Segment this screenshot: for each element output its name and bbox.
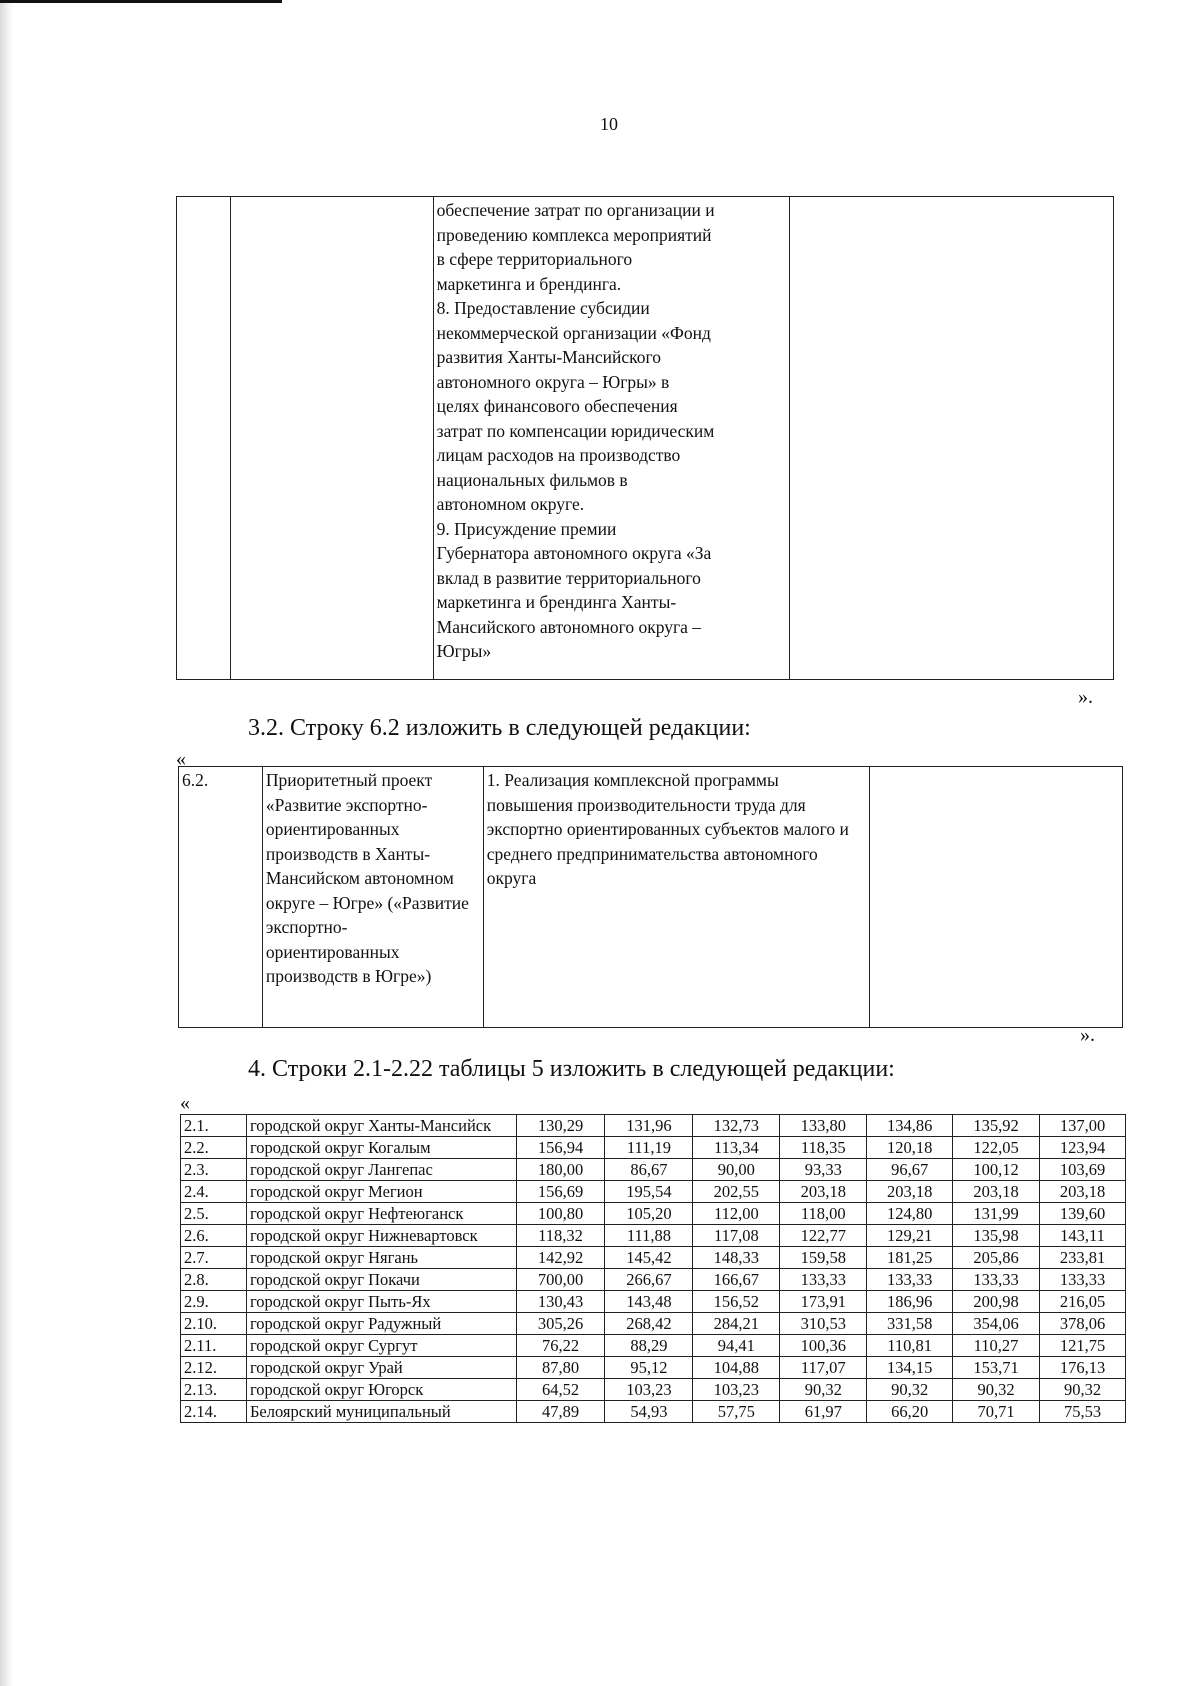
table-row (177, 197, 1114, 680)
value-cell: 131,96 (605, 1115, 693, 1137)
value-cell: 90,00 (693, 1159, 780, 1181)
value-cell: 93,33 (780, 1159, 867, 1181)
table-row (181, 1269, 1126, 1291)
value-cell: 54,93 (605, 1401, 693, 1423)
row-6-2-table (178, 766, 1123, 1028)
municipality-name: городской округ Нижневартовск (246, 1225, 516, 1247)
table-row (181, 1225, 1126, 1247)
top-rule (0, 0, 282, 3)
value-cell: 117,08 (693, 1225, 780, 1247)
value-cell: 90,32 (953, 1379, 1040, 1401)
value-cell: 284,21 (693, 1313, 780, 1335)
municipality-name: городской округ Югорск (246, 1379, 516, 1401)
project-measure: 1. Реализация комплексной программы повышения производительности труда для экспортно ориентированных субъектов малого и среднего предпринимательства автономного округа (483, 767, 870, 1028)
value-cell: 133,33 (780, 1269, 867, 1291)
value-cell: 134,15 (867, 1357, 953, 1379)
row-number: 6.2. (179, 767, 263, 1028)
value-cell: 378,06 (1040, 1313, 1126, 1335)
row-number: 2.9. (181, 1291, 247, 1313)
value-cell: 176,13 (1040, 1357, 1126, 1379)
opening-quote-2: « (176, 748, 186, 770)
row-number: 2.11. (181, 1335, 247, 1357)
value-cell: 103,23 (605, 1379, 693, 1401)
value-cell: 233,81 (1040, 1247, 1126, 1269)
value-cell: 87,80 (516, 1357, 605, 1379)
table-row (181, 1291, 1126, 1313)
value-cell: 111,88 (605, 1225, 693, 1247)
continuation-table (176, 196, 1114, 680)
scan-edge (0, 0, 14, 1686)
value-cell: 133,80 (780, 1115, 867, 1137)
table-row (181, 1379, 1126, 1401)
section-4-heading: 4. Строки 2.1-2.22 таблицы 5 изложить в следующей редакции: (248, 1056, 895, 1082)
value-cell: 103,69 (1040, 1159, 1126, 1181)
value-cell: 105,20 (605, 1203, 693, 1225)
value-cell: 142,92 (516, 1247, 605, 1269)
value-cell: 94,41 (693, 1335, 780, 1357)
value-cell: 88,29 (605, 1335, 693, 1357)
value-cell: 118,00 (780, 1203, 867, 1225)
value-cell: 129,21 (867, 1225, 953, 1247)
municipality-name: городской округ Нефтеюганск (246, 1203, 516, 1225)
municipality-name: городской округ Ханты-Мансийск (246, 1115, 516, 1137)
row-number: 2.5. (181, 1203, 247, 1225)
value-cell: 118,35 (780, 1137, 867, 1159)
value-cell: 130,29 (516, 1115, 605, 1137)
value-cell: 133,33 (867, 1269, 953, 1291)
value-cell: 133,33 (953, 1269, 1040, 1291)
row-number: 2.7. (181, 1247, 247, 1269)
value-cell: 61,97 (780, 1401, 867, 1423)
value-cell: 66,20 (867, 1401, 953, 1423)
value-cell: 95,12 (605, 1357, 693, 1379)
value-cell: 305,26 (516, 1313, 605, 1335)
value-cell: 70,71 (953, 1401, 1040, 1423)
table-row (181, 1313, 1126, 1335)
table-row (181, 1203, 1126, 1225)
closing-quote-1: ». (1078, 686, 1093, 708)
value-cell: 117,07 (780, 1357, 867, 1379)
value-cell: 173,91 (780, 1291, 867, 1313)
value-cell: 122,05 (953, 1137, 1040, 1159)
value-cell: 203,18 (867, 1181, 953, 1203)
value-cell: 156,94 (516, 1137, 605, 1159)
value-cell: 156,52 (693, 1291, 780, 1313)
value-cell: 123,94 (1040, 1137, 1126, 1159)
value-cell: 90,32 (867, 1379, 953, 1401)
table-cell-empty (790, 197, 1114, 680)
municipality-name: городской округ Лангепас (246, 1159, 516, 1181)
value-cell: 180,00 (516, 1159, 605, 1181)
value-cell: 47,89 (516, 1401, 605, 1423)
row-number: 2.2. (181, 1137, 247, 1159)
value-cell: 100,12 (953, 1159, 1040, 1181)
value-cell: 331,58 (867, 1313, 953, 1335)
value-cell: 195,54 (605, 1181, 693, 1203)
municipality-name: Белоярский муниципальный (246, 1401, 516, 1423)
value-cell: 354,06 (953, 1313, 1040, 1335)
value-cell: 124,80 (867, 1203, 953, 1225)
value-cell: 110,81 (867, 1335, 953, 1357)
municipality-name: городской округ Когалым (246, 1137, 516, 1159)
value-cell: 139,60 (1040, 1203, 1126, 1225)
table-row (181, 1247, 1126, 1269)
table-row (181, 1335, 1126, 1357)
table-5-rows (180, 1114, 1126, 1423)
value-cell: 203,18 (780, 1181, 867, 1203)
municipality-name: городской округ Пыть-Ях (246, 1291, 516, 1313)
value-cell: 122,77 (780, 1225, 867, 1247)
value-cell: 104,88 (693, 1357, 780, 1379)
value-cell: 135,98 (953, 1225, 1040, 1247)
row-number: 2.8. (181, 1269, 247, 1291)
value-cell: 143,11 (1040, 1225, 1126, 1247)
value-cell: 120,18 (867, 1137, 953, 1159)
table-row (181, 1401, 1126, 1423)
value-cell: 159,58 (780, 1247, 867, 1269)
row-number: 2.12. (181, 1357, 247, 1379)
value-cell: 310,53 (780, 1313, 867, 1335)
opening-quote-3: « (180, 1092, 190, 1114)
row-number: 2.10. (181, 1313, 247, 1335)
row-number: 2.1. (181, 1115, 247, 1137)
value-cell: 202,55 (693, 1181, 780, 1203)
value-cell: 76,22 (516, 1335, 605, 1357)
value-cell: 137,00 (1040, 1115, 1126, 1137)
value-cell: 203,18 (1040, 1181, 1126, 1203)
value-cell: 57,75 (693, 1401, 780, 1423)
value-cell: 148,33 (693, 1247, 780, 1269)
table-cell-measures (433, 197, 790, 680)
value-cell: 96,67 (867, 1159, 953, 1181)
value-cell: 134,86 (867, 1115, 953, 1137)
table-cell-number (177, 197, 231, 680)
value-cell: 100,36 (780, 1335, 867, 1357)
table-row (181, 1181, 1126, 1203)
value-cell: 181,25 (867, 1247, 953, 1269)
value-cell: 266,67 (605, 1269, 693, 1291)
table-row (181, 1115, 1126, 1137)
municipality-name: городской округ Урай (246, 1357, 516, 1379)
value-cell: 216,05 (1040, 1291, 1126, 1313)
table-body (181, 1115, 1126, 1423)
municipality-name: городской округ Нягань (246, 1247, 516, 1269)
value-cell: 166,67 (693, 1269, 780, 1291)
value-cell: 110,27 (953, 1335, 1040, 1357)
value-cell: 268,42 (605, 1313, 693, 1335)
municipality-name: городской округ Сургут (246, 1335, 516, 1357)
table-row (181, 1357, 1126, 1379)
row-number: 2.14. (181, 1401, 247, 1423)
project-name: Приоритетный проект «Развитие экспортно-ориентированных производств в Ханты-Мансийском автономном округе – Югре» («Развитие экспортно-ориентированных производств в Югре») (262, 767, 483, 1028)
value-cell: 103,23 (693, 1379, 780, 1401)
value-cell: 203,18 (953, 1181, 1040, 1203)
value-cell: 111,19 (605, 1137, 693, 1159)
value-cell: 186,96 (867, 1291, 953, 1313)
row-number: 2.13. (181, 1379, 247, 1401)
value-cell: 90,32 (780, 1379, 867, 1401)
page-number: 10 (600, 114, 618, 134)
value-cell: 112,00 (693, 1203, 780, 1225)
value-cell: 700,00 (516, 1269, 605, 1291)
value-cell: 153,71 (953, 1357, 1040, 1379)
value-cell: 145,42 (605, 1247, 693, 1269)
value-cell: 90,32 (1040, 1379, 1126, 1401)
value-cell: 205,86 (953, 1247, 1040, 1269)
value-cell: 100,80 (516, 1203, 605, 1225)
empty-cell (870, 767, 1123, 1028)
row-number: 2.6. (181, 1225, 247, 1247)
municipality-name: городской округ Мегион (246, 1181, 516, 1203)
row-number: 2.4. (181, 1181, 247, 1203)
table-row (181, 1137, 1126, 1159)
value-cell: 130,43 (516, 1291, 605, 1313)
value-cell: 86,67 (605, 1159, 693, 1181)
value-cell: 118,32 (516, 1225, 605, 1247)
table-row (181, 1159, 1126, 1181)
value-cell: 135,92 (953, 1115, 1040, 1137)
section-3-2-heading: 3.2. Строку 6.2 изложить в следующей редакции: (248, 715, 751, 741)
value-cell: 143,48 (605, 1291, 693, 1313)
value-cell: 64,52 (516, 1379, 605, 1401)
measures-text: обеспечение затрат по организации и проведению комплекса мероприятий в сфере территориального маркетинга и брендинга. 8. Предоставление субсидии некоммерческой организации «Фонд развития Ханты-Мансийского автономного округа – Югры» в целях финансового обеспечения затрат по компенсации юридическим лицам расходов на производство национальных фильмов в автономном округе. 9. Присуждение премии Губернатора автономного округа «За вклад в развитие территориального маркетинга и брендинга Ханты- Мансийского автономного округа – Югры» (436, 200, 715, 661)
value-cell: 113,34 (693, 1137, 780, 1159)
value-cell: 131,99 (953, 1203, 1040, 1225)
value-cell: 75,53 (1040, 1401, 1126, 1423)
municipality-name: городской округ Покачи (246, 1269, 516, 1291)
value-cell: 133,33 (1040, 1269, 1126, 1291)
row-number: 2.3. (181, 1159, 247, 1181)
value-cell: 156,69 (516, 1181, 605, 1203)
closing-quote-2: ». (1080, 1024, 1095, 1046)
value-cell: 132,73 (693, 1115, 780, 1137)
value-cell: 121,75 (1040, 1335, 1126, 1357)
table-row (179, 767, 1123, 1028)
table-cell-name (230, 197, 433, 680)
value-cell: 200,98 (953, 1291, 1040, 1313)
municipality-name: городской округ Радужный (246, 1313, 516, 1335)
